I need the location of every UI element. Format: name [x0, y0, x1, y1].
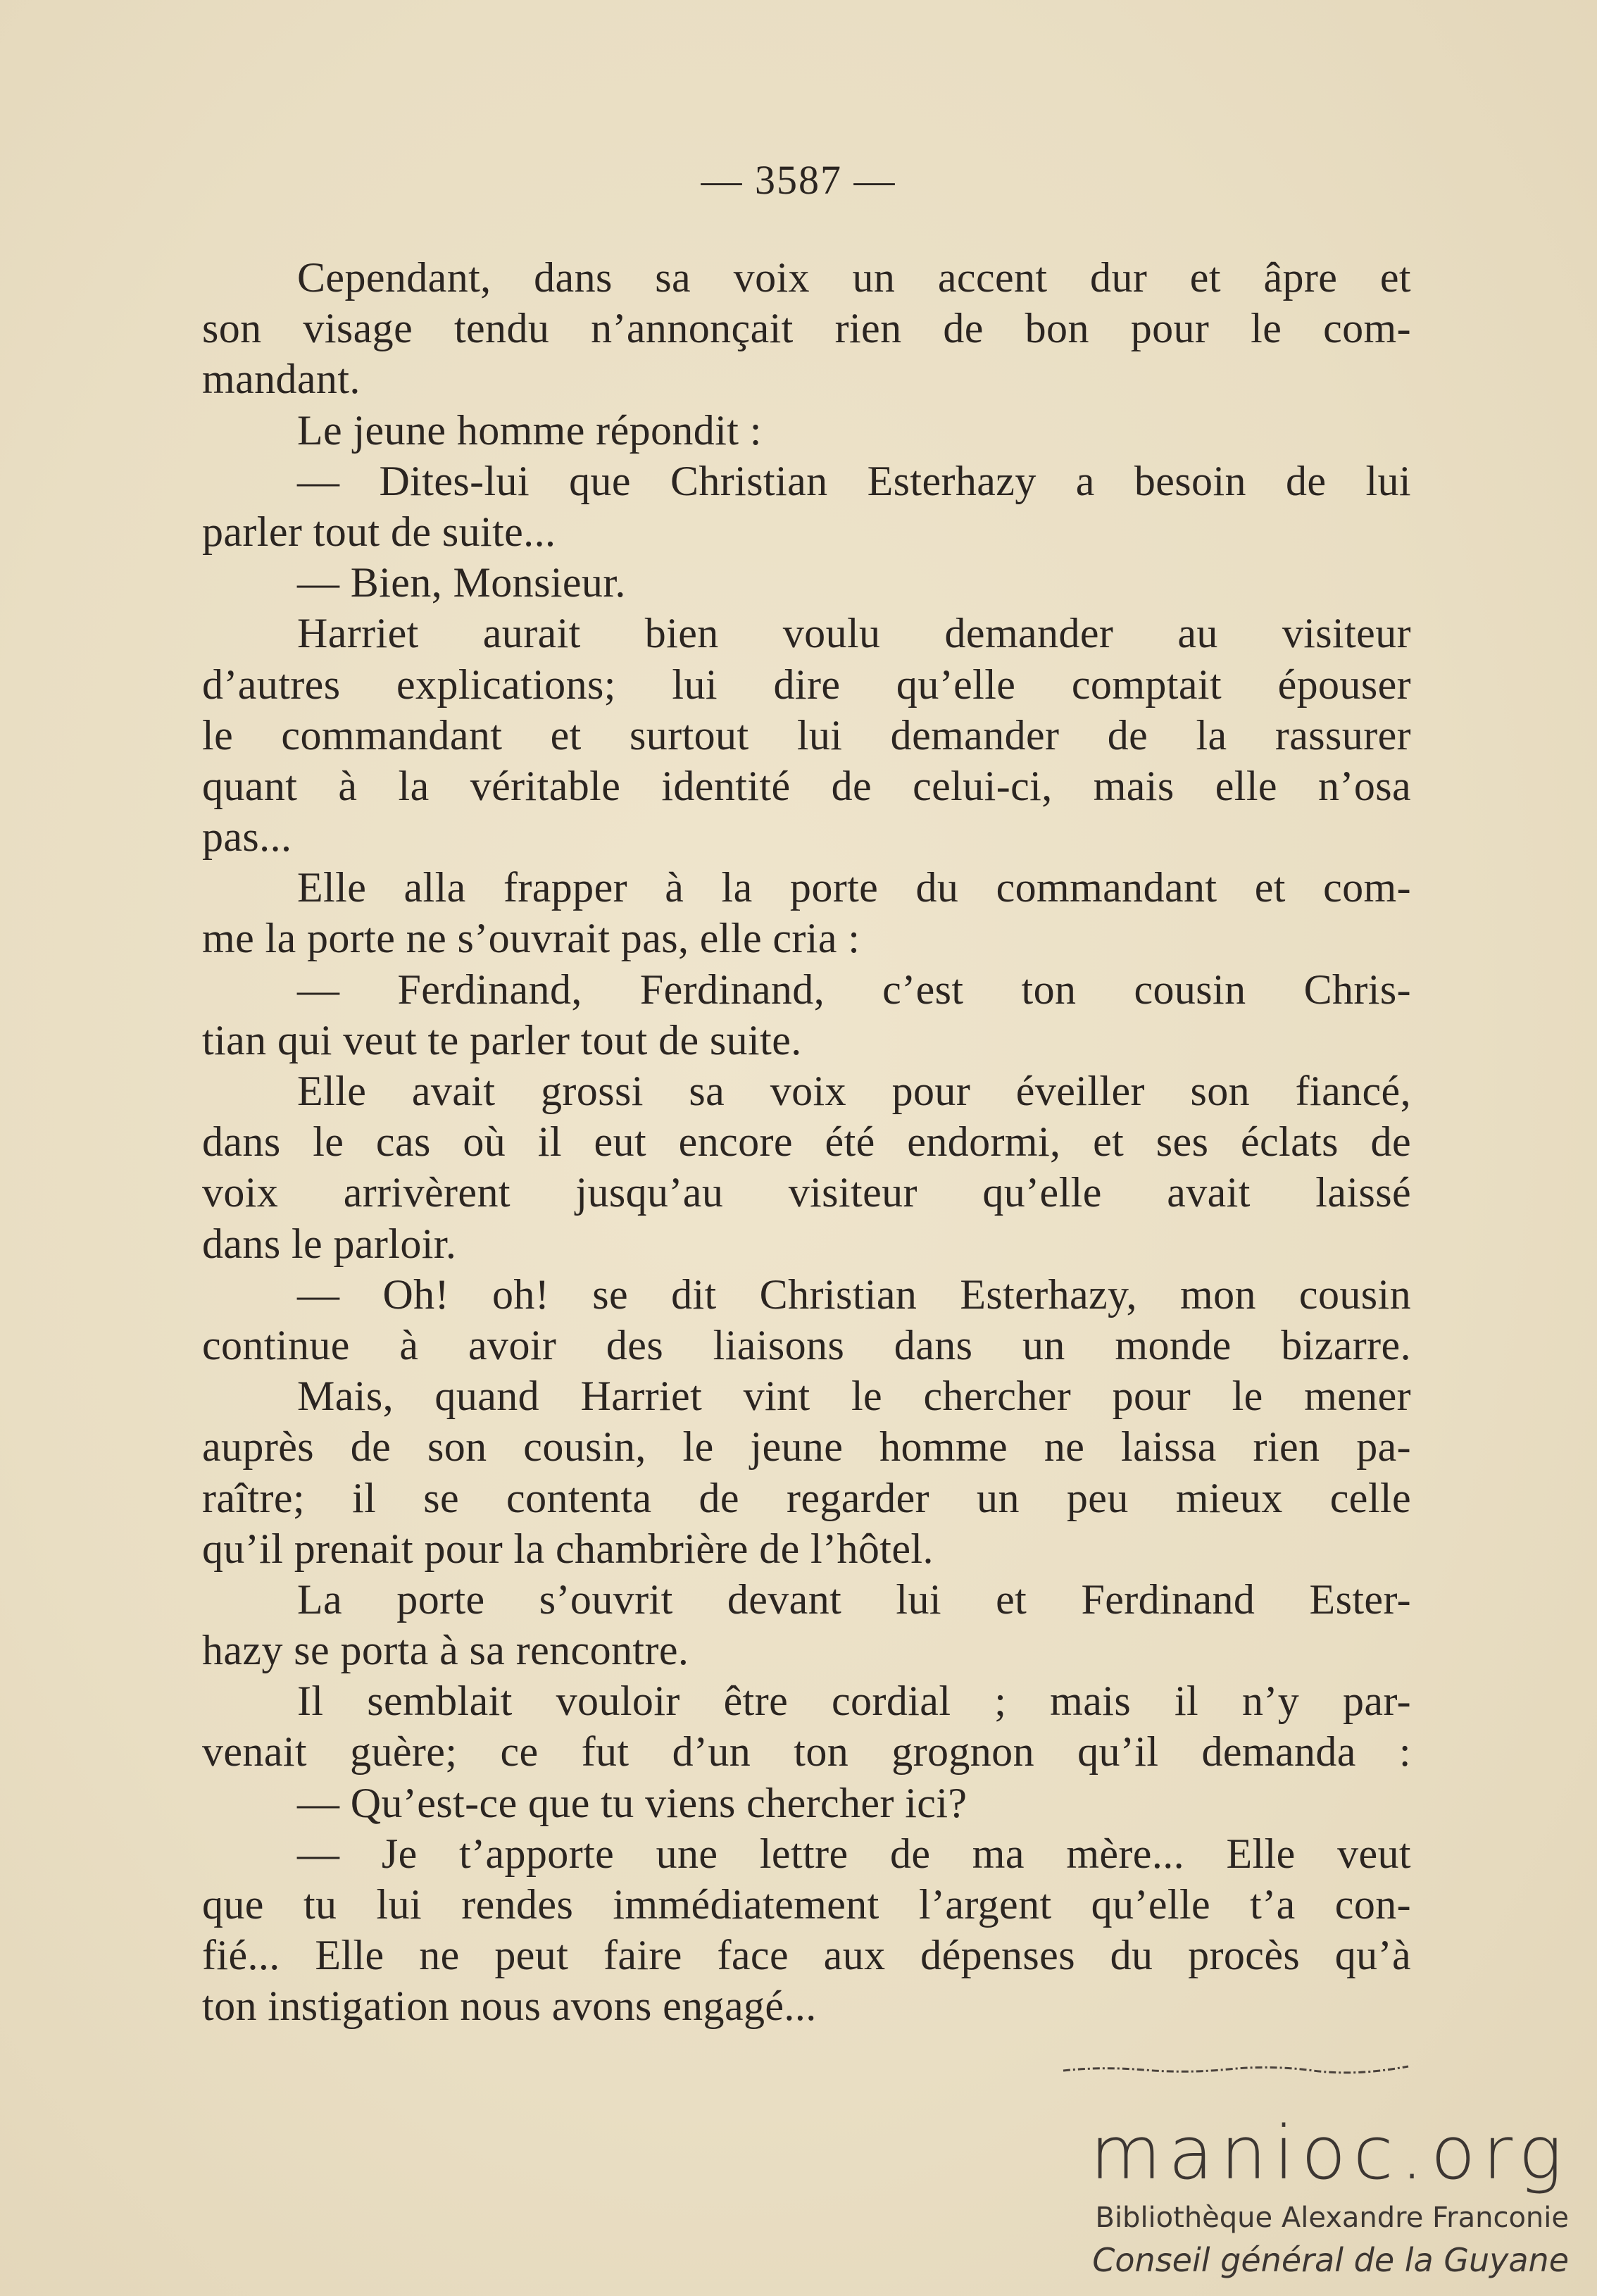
- text-line: quant à la véritable identité de celui-ci, mais elle n’osa: [202, 762, 1411, 809]
- text-line: Cependant, dans sa voix un accent dur et âpre et: [297, 254, 1411, 301]
- text-line: pas...: [202, 813, 292, 861]
- text-line: me la porte ne s’ouvrait pas, elle cria :: [202, 915, 860, 962]
- end-ornament: [1060, 2062, 1412, 2076]
- body-text: [202, 252, 1411, 2032]
- text-line: venait guère; ce fut d’un ton grognon qu’il demanda :: [202, 1728, 1411, 1776]
- text-line: Il semblait vouloir être cordial ; mais il n’y par-: [297, 1678, 1411, 1725]
- text-line: — Bien, Monsieur.: [297, 559, 626, 606]
- manioc-watermark: [1090, 2110, 1570, 2282]
- text-line: Harriet aurait bien voulu demander au visiteur: [297, 610, 1411, 657]
- text-line: Elle alla frapper à la porte du commandant et com-: [297, 864, 1411, 911]
- library-name: Bibliothèque Alexandre Franconie: [1095, 2202, 1569, 2234]
- text-line: continue à avoir des liaisons dans un monde bizarre.: [202, 1321, 1411, 1368]
- text-line: mandant.: [202, 356, 361, 403]
- text-line: — Qu’est-ce que tu viens chercher ici?: [297, 1779, 967, 1826]
- text-line: d’autres explications; lui dire qu’elle comptait épouser: [202, 661, 1411, 708]
- manioc-logo: manioc.org: [1090, 2110, 1570, 2196]
- text-line: Mais, quand Harriet vint le chercher pour le mener: [297, 1373, 1411, 1420]
- text-line: La porte s’ouvrit devant lui et Ferdinand Ester-: [297, 1576, 1411, 1623]
- text-line: son visage tendu n’annonçait rien de bon pour le com-: [202, 305, 1411, 352]
- text-line: — Dites-lui que Christian Esterhazy a besoin de lui: [297, 457, 1411, 504]
- text-line: Elle avait grossi sa voix pour éveiller son fiancé,: [297, 1068, 1411, 1114]
- text-line: voix arrivèrent jusqu’au visiteur qu’elle avait laissé: [202, 1169, 1411, 1216]
- council-name: Conseil général de la Guyane: [1092, 2241, 1569, 2279]
- text-line: que tu lui rendes immédiatement l’argent qu’elle t’a con-: [202, 1881, 1411, 1928]
- text-line: hazy se porta à sa rencontre.: [202, 1627, 689, 1674]
- text-line: fié... Elle ne peut faire face aux dépenses du procès qu’à: [202, 1932, 1411, 1979]
- text-line: raître; il se contenta de regarder un peu mieux celle: [202, 1474, 1411, 1521]
- text-line: dans le parloir.: [202, 1220, 457, 1267]
- text-line: auprès de son cousin, le jeune homme ne laissa rien pa-: [202, 1423, 1411, 1471]
- text-line: — Je t’apporte une lettre de ma mère... Elle veut: [297, 1830, 1411, 1877]
- text-line: Le jeune homme répondit :: [297, 406, 762, 454]
- text-line: — Oh! oh! se dit Christian Esterhazy, mon cousin: [297, 1271, 1411, 1318]
- text-line: ton instigation nous avons engagé...: [202, 1983, 817, 2030]
- text-line: le commandant et surtout lui demander de la rassurer: [202, 711, 1411, 759]
- text-line: dans le cas où il eut encore été endormi, et ses éclats de: [202, 1118, 1411, 1166]
- text-line: — Ferdinand, Ferdinand, c’est ton cousin Chris-: [297, 966, 1411, 1013]
- text-line: tian qui veut te parler tout de suite.: [202, 1016, 802, 1063]
- text-line: qu’il prenait pour la chambrière de l’hôtel.: [202, 1525, 934, 1572]
- text-line: parler tout de suite...: [202, 508, 556, 555]
- page-number: — 3587 —: [701, 157, 896, 203]
